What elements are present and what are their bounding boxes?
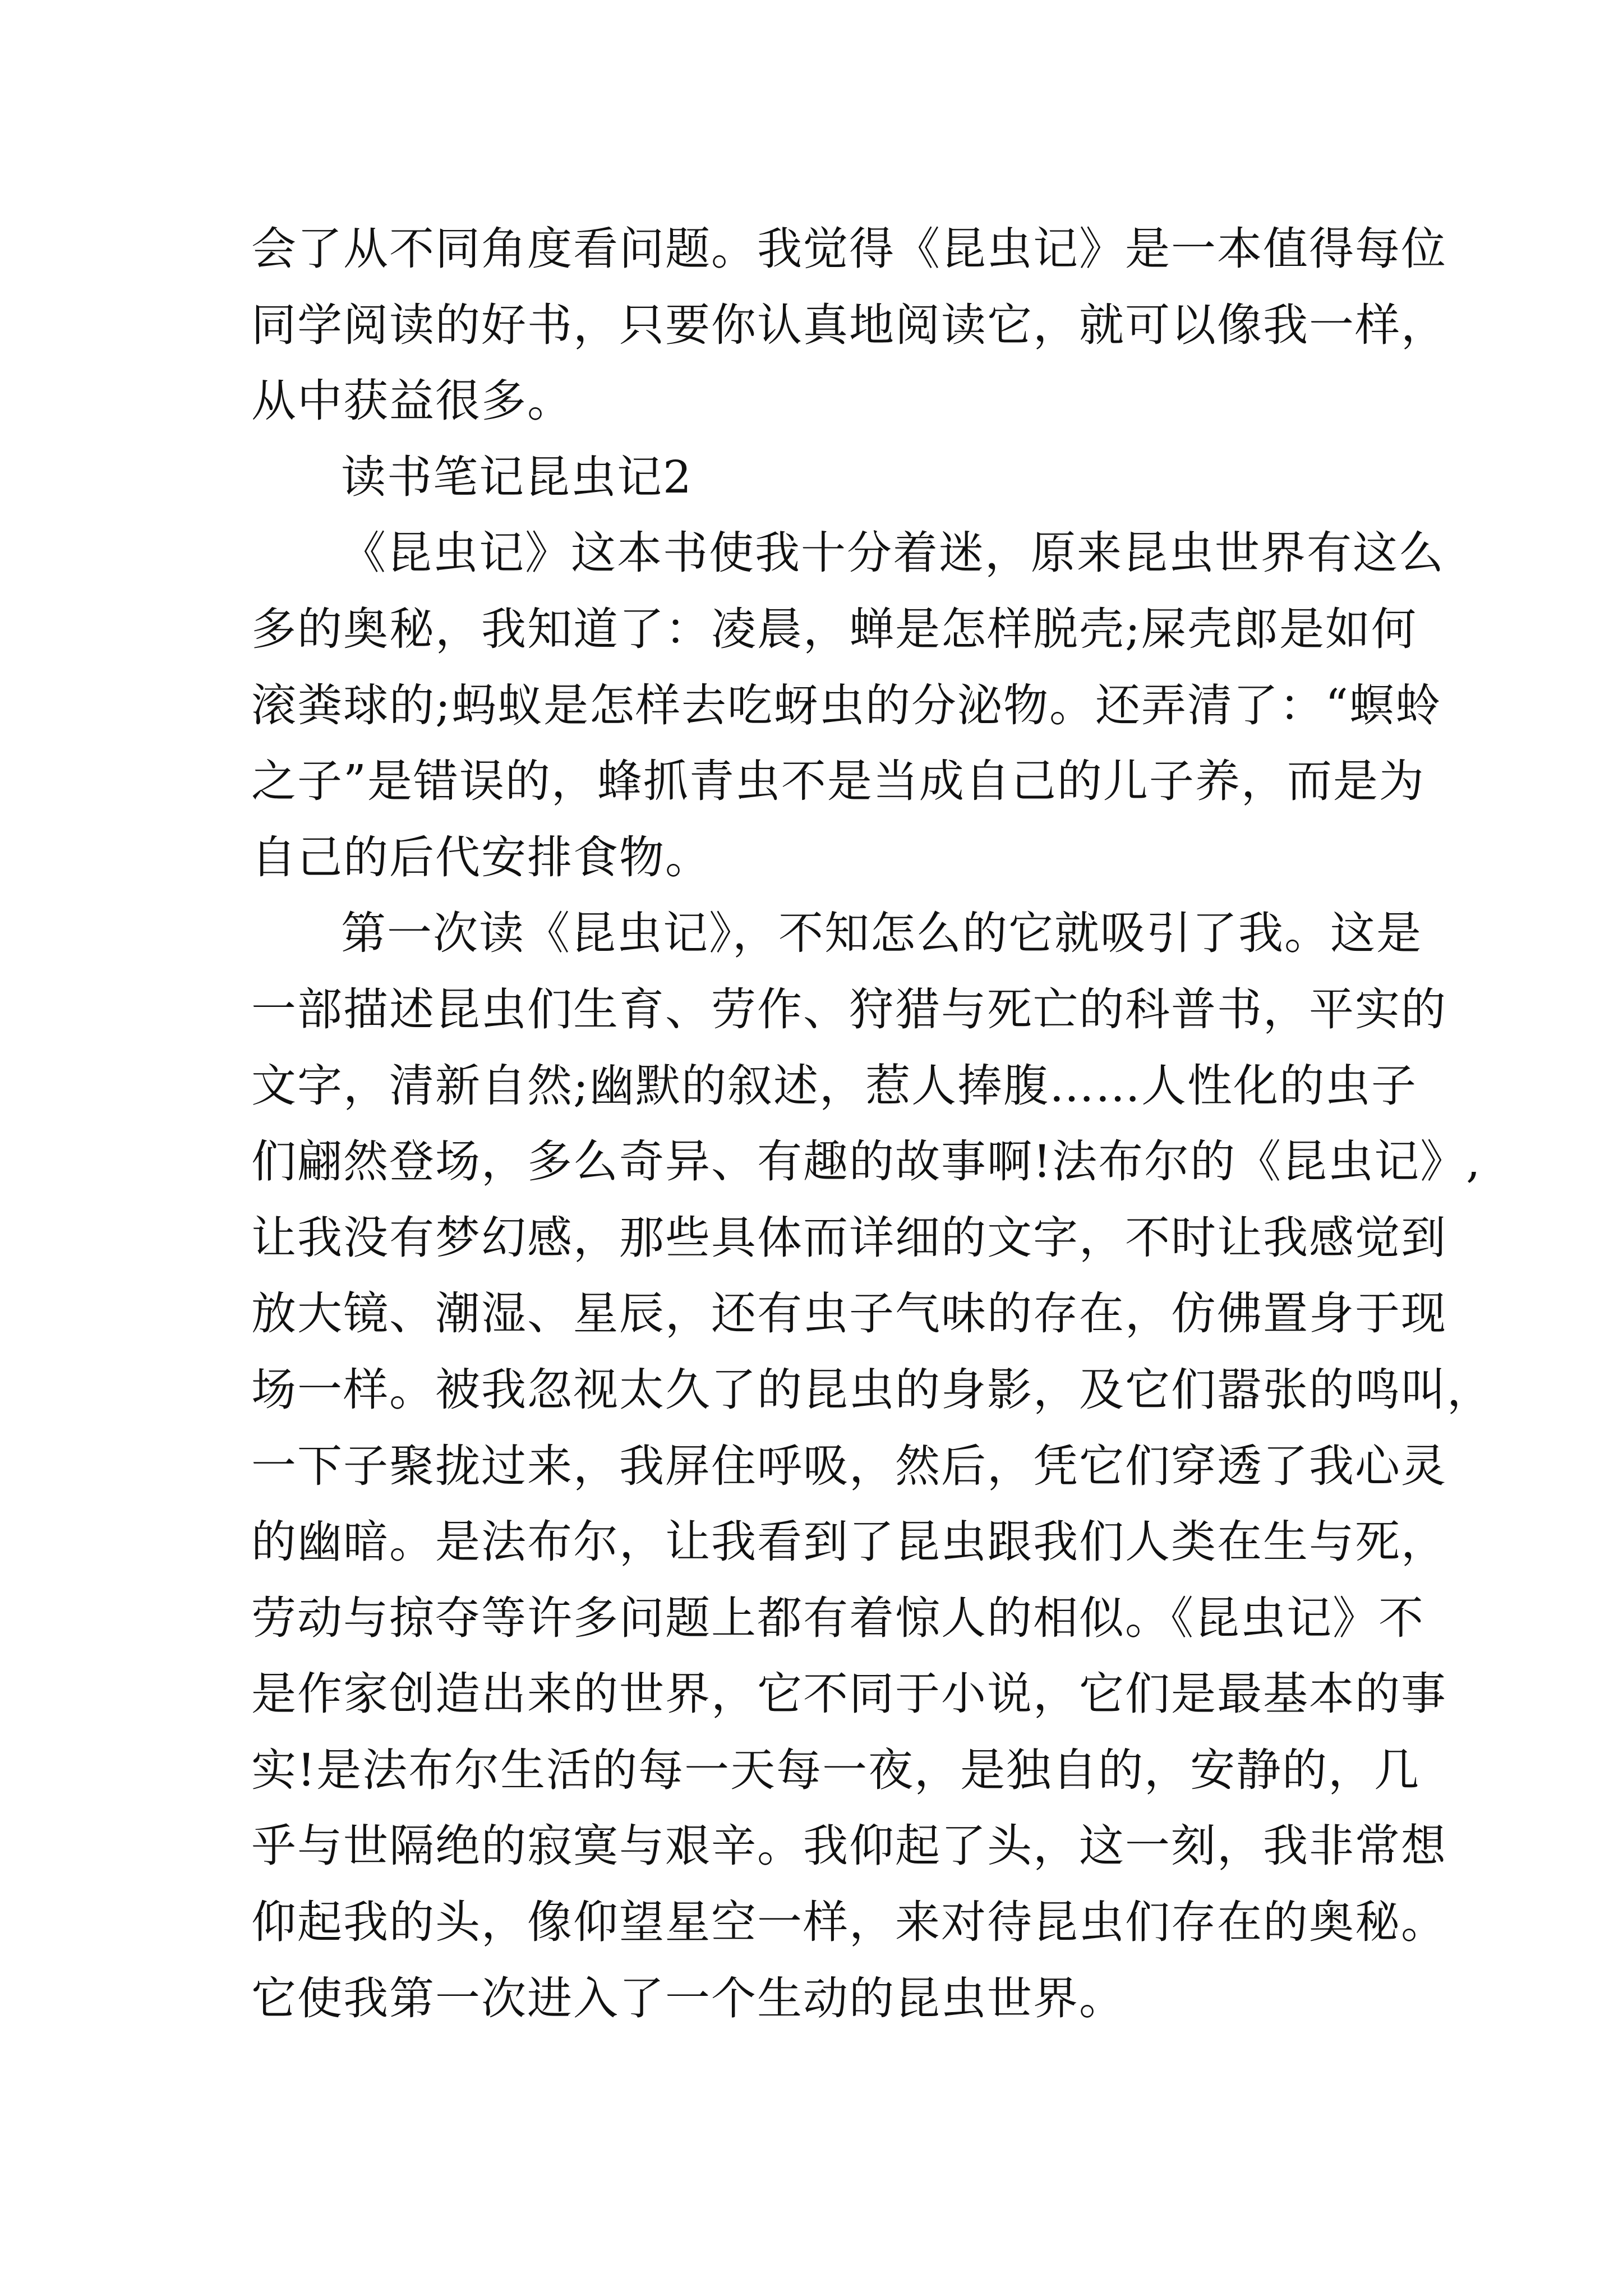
text-line: 文字，清新自然;幽默的叙述，惹人捧腹……人性化的虫子 — [251, 1059, 1417, 1112]
text-line: 劳动与掠夺等许多问题上都有着惊人的相似。《昆虫记》不 — [251, 1591, 1424, 1644]
text-line: 场一样。被我忽视太久了的昆虫的身影，及它们嚣张的鸣叫， — [251, 1363, 1493, 1416]
text-line: 它使我第一次进入了一个生动的昆虫世界。 — [251, 1972, 1125, 2024]
text-line: 实!是法布尔生活的每一天每一夜，是独自的，安静的，几 — [251, 1743, 1421, 1796]
text-line: 从中获益很多。 — [251, 375, 573, 427]
section-heading: 读书笔记昆虫记2 — [341, 450, 693, 503]
text-line: 们翩然登场，多么奇异、有趣的故事啊!法布尔的《昆虫记》, — [251, 1135, 1482, 1188]
text-line: 多的奥秘，我知道了：凌晨，蝉是怎样脱壳;屎壳郎是如何 — [251, 602, 1417, 655]
text-line: 《昆虫记》这本书使我十分着迷，原来昆虫世界有这么 — [341, 527, 1445, 579]
text-line: 仰起我的头，像仰望星空一样，来对待昆虫们存在的奥秘。 — [251, 1896, 1447, 1949]
text-line: 放大镜、潮湿、星辰，还有虫子气味的存在，仿佛置身于现 — [251, 1287, 1447, 1340]
document-body — [251, 211, 1493, 2036]
text-line: 会了从不同角度看问题。我觉得《昆虫记》是一本值得每位 — [251, 223, 1447, 275]
text-line: 同学阅读的好书，只要你认真地阅读它，就可以像我一样， — [251, 298, 1447, 351]
text-line: 滚粪球的;蚂蚁是怎样去吃蚜虫的分泌物。还弄清了：“螟蛉 — [251, 679, 1441, 731]
text-line: 是作家创造出来的世界，它不同于小说，它们是最基本的事 — [251, 1668, 1447, 1720]
text-line: 一部描述昆虫们生育、劳作、狩猎与死亡的科普书，平实的 — [251, 983, 1447, 1036]
text-line: 之子”是错误的，蜂抓青虫不是当成自己的儿子养，而是为 — [251, 755, 1425, 808]
text-line: 乎与世隔绝的寂寞与艰辛。我仰起了头，这一刻，我非常想 — [251, 1820, 1447, 1872]
text-line: 一下子聚拢过来，我屏住呼吸，然后，凭它们穿透了我心灵 — [251, 1439, 1447, 1492]
text-line: 第一次读《昆虫记》，不知怎么的它就吸引了我。这是 — [341, 907, 1422, 960]
text-line: 自己的后代安排食物。 — [251, 831, 711, 884]
text-line: 的幽暗。是法布尔，让我看到了昆虫跟我们人类在生与死， — [251, 1516, 1447, 1568]
text-line: 让我没有梦幻感，那些具体而详细的文字，不时让我感觉到 — [251, 1211, 1447, 1264]
